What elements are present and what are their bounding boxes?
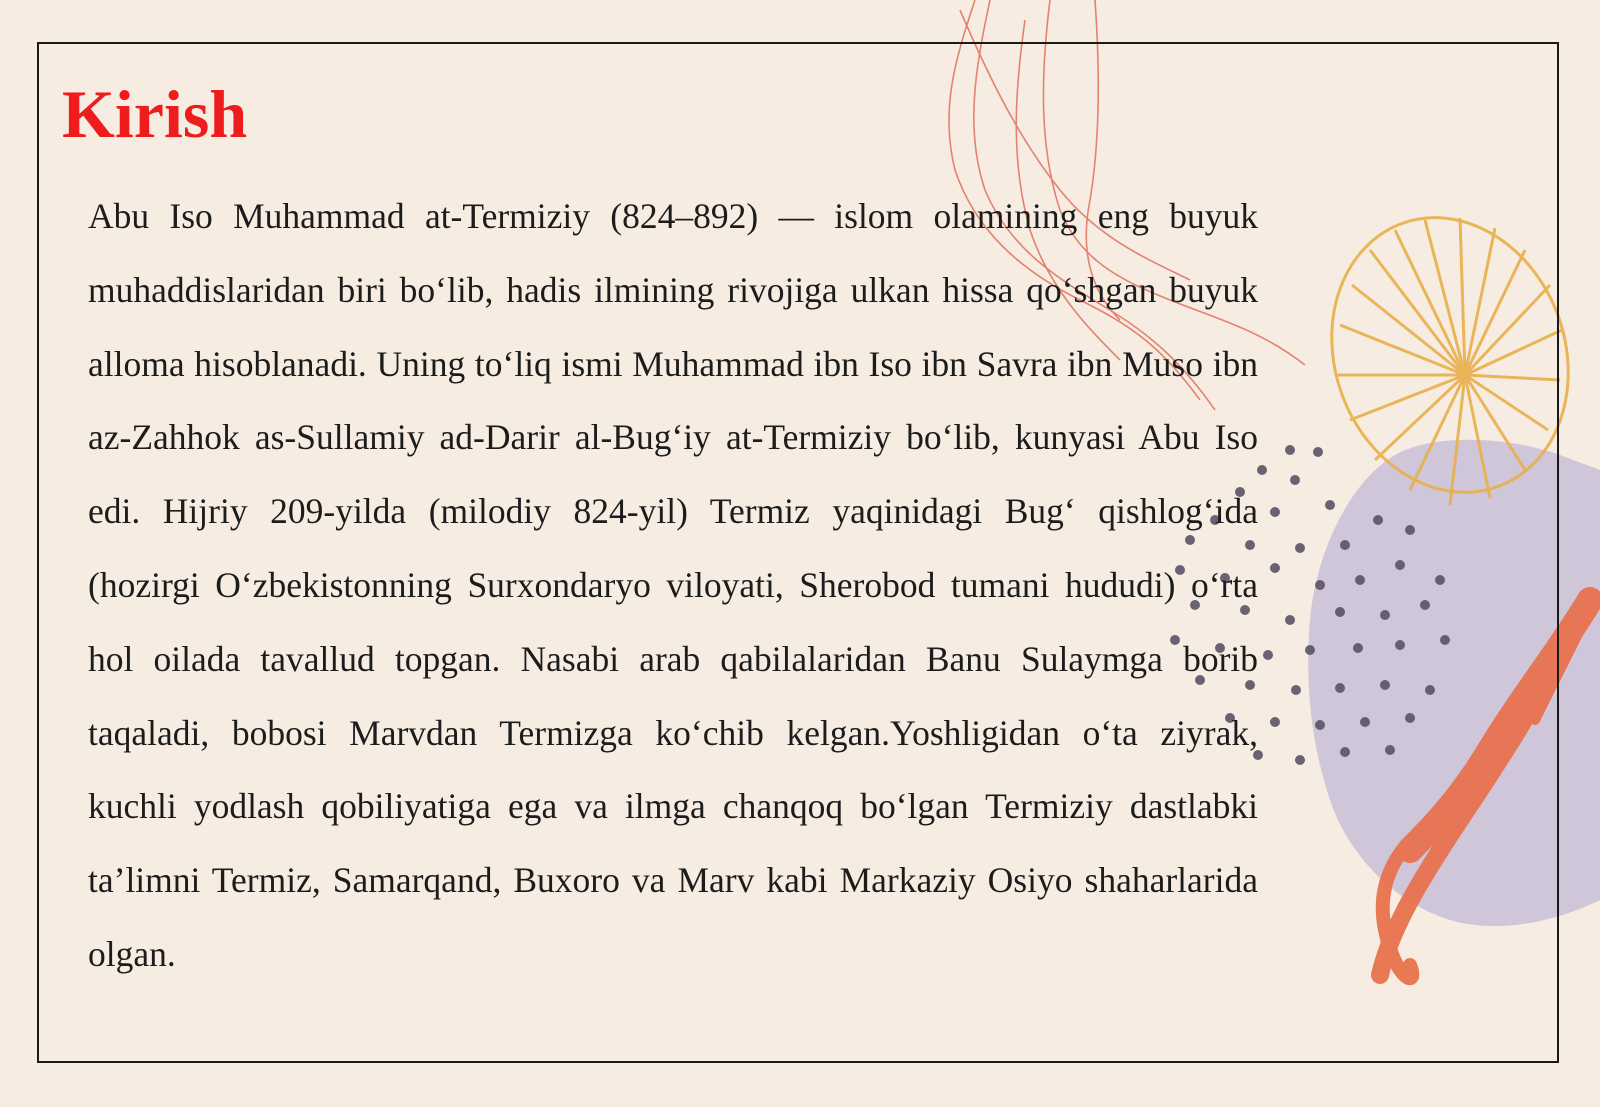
body-paragraph: Abu Iso Muhammad at-Termiziy (824–892) — islom olamining eng buyuk muhaddislaridan biri bo‘lib, hadis ilmining rivojiga ulkan hissa qo‘shgan buyuk alloma hisoblanadi. Uning to‘liq ismi Muhammad ibn Iso ibn Savra ibn Muso ibn az-Zahhok as-Sullamiy ad-Darir al-Bug‘iy at-Termiziy bo‘lib, kunyasi Abu Iso edi. Hijriy 209-yilda (milodiy 824-yil) Termiz yaqinidagi Bug‘ qishlog‘ida (hozirgi O‘zbekistonning Surxondaryo viloyati, Sherobod tumani hududi) o‘rta hol oilada tavallud topgan. Nasabi arab qabilalaridan Banu Sulaymga borib taqaladi, bobosi Marvdan Termizga ko‘chib kelgan.Yoshligidan o‘ta ziyrak, kuchli yodlash qobiliyatiga ega va ilmga chanqoq bo‘lgan Termiziy dastlabki ta’limni Termiz, Samarqand, Buxoro va Marv kabi Markaziy Osiyo shaharlarida olgan. — [88, 196, 1258, 974]
slide-title: Kirish — [62, 76, 248, 152]
